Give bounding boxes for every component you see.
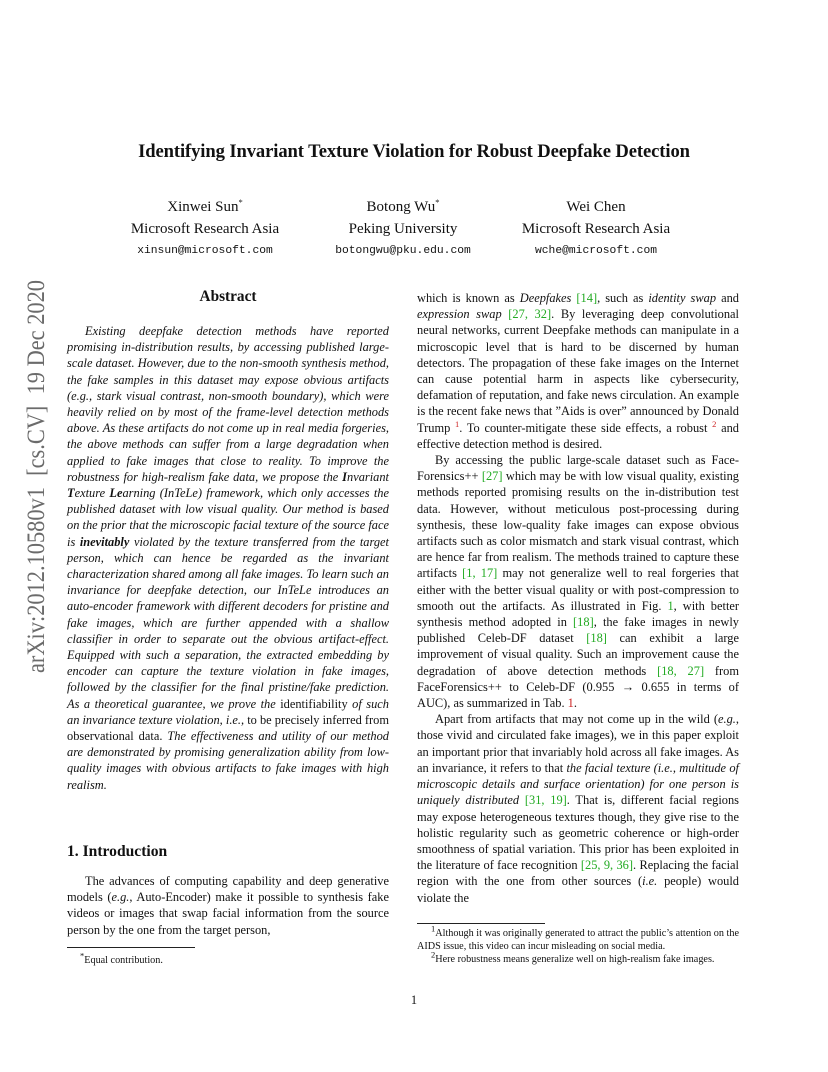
author-name: Xinwei Sun [167,199,239,215]
footnote-1: $^1$Although it was originally generated to attract the public’s attention on the AIDS issue, this video can incur misleading on social media. [417,923,739,952]
intro-paragraph: The advances of computing capability and deep generative models (e.g., Auto-Encoder) make it possible to synthesis fake videos or images that swap facial information from the source person by the one from the target person, [67,874,389,937]
author-affiliation: Peking University [348,221,458,237]
intro-paragraph: By accessing the public large-scale dataset such as Face-Forensics++ [27] which may be with low visual quality, existing methods reported promising results on the in-distribution test data. However, without meticulous post-processing during synthesis, these low-quality fake images can expose obvious artifacts such as color mismatch and stark visual contrast, which are hence far from realism. The methods trained to capture these artifacts [1, 17] may not generalize well to real forgeries that either with the better visual quality or with post-compression to smooth out the artifacts. As illustrated in Fig. 1, with better synthesis method adopted in [18], the fake images in newly published Celeb-DF dataset [18] can exhibit a large improvement of visual quality. Such an improvement cause the degradation of above detection methods [18, 27] from FaceForensics++ to Celeb-DF (0.955 → 0.655 in terms of AUC), as summarized in Tab. 1. [417,453,740,711]
intro-paragraph: which is known as Deepfakes [14], such as identity swap and expression swap [27, 32]. By leveraging deep convolutional neural networks, current Deepfake methods can manipulate in a microscopic level that is hard to be discerned by human detectors. The propagation of these fake images on the Internet can cause potential harm in aspects like cybersecurity, defamation of reputation, and fake news circulation. An example is the recent fake news that ”Aids is over” announced by Donald Trump $^1$. To counter-mitigate these side effects, a robust $^2$ and effective detection method is desired. [417,291,740,451]
footnote-rule [417,923,545,924]
footnote-link[interactable]: 1 [455,418,460,429]
author-affiliation: Microsoft Research Asia [521,221,671,237]
author-affiliation: Microsoft Research Asia [130,221,280,237]
footnote-2: $^2$Here robustness means generalize well on high-realism fake images. [431,949,715,965]
author-block [303,196,503,262]
right-column-text [417,290,739,906]
author-email: xinsun@microsoft.com [137,245,273,257]
footnote-equal-contribution: *Equal contribution. [80,950,163,966]
citation-link[interactable]: [14] [576,291,598,305]
citation-link[interactable]: [18] [586,631,607,646]
page-number: 1 [410,993,418,1007]
arxiv-identifier-text: arXiv:2012.10580v1 [cs.CV] 19 Dec 2020 [23,234,50,673]
author-block [496,196,696,262]
author-email: botongwu@pku.edu.com [335,245,471,257]
citation-link[interactable]: [25, 9, 36] [580,858,634,873]
equal-contribution-mark: * [238,197,243,207]
citation-link[interactable]: [27, 32] [508,307,552,322]
citation-link[interactable]: [1, 17] [462,566,498,581]
citation-link[interactable]: [18, 27] [657,663,705,678]
author-name: Botong Wu [366,199,436,215]
author-name: Wei Chen [566,199,626,215]
citation-link[interactable]: [31, 19] [524,793,567,808]
paper-title: Identifying Invariant Texture Violation for Robust Deepfake Detection [138,141,690,162]
author-email: wche@microsoft.com [534,245,658,257]
footnotes [417,923,739,966]
section-heading-introduction: 1. Introduction [67,843,168,860]
author-block [105,196,305,262]
abstract-body: Existing deepfake detection methods have reported promising in-distribution results, by accessing published large-scale dataset. However, due to the non-smooth synthesis method, the fake samples in this dataset may expose obvious artifacts (e.g., stark visual contrast, non-smooth boundary), which were heavily relied on by most of the frame-level detection methods above. As these artifacts do not come up in real media forgeries, the above methods can suffer from a large degradation when applied to fake images that close to reality. To improve the robustness for high-realism fake data, we propose the Invariant Texture Learning (InTeLe) framework, which only accesses the published dataset with low visual quality. Our method is based on the prior that the microscopic facial texture of the source face is inevitably violated by the texture transferred from the target person, which can hence be regarded as the invariant characterization shared among all fake images. To learn such an invariance for deepfake detection, our InTeLe introduces an auto-encoder framework with different decoders for pristine and fake images, which are further appended with a shallow classifier in order to separate out the obvious artifact-effect. Equipped with such a separation, the extracted embedding by encoder can capture the texture violation in fake images, followed by the classifier for the final pristine/fake prediction. As a theoretical guarantee, we prove the identifiability of such an invariance texture violation, i.e., to be precisely inferred from observational data. The effectiveness and utility of our method are demonstrated by promising generalization ability from low-quality images with obvious artifacts to fake images with high realism. [67,324,389,792]
figure-link[interactable]: 1 [667,598,674,613]
table-link[interactable]: 1 [567,696,574,711]
footnote-rule [67,947,195,948]
arxiv-identifier-stamp [22,234,52,675]
equal-contribution-mark: * [435,197,440,207]
footnote-link[interactable]: 2 [712,418,717,429]
abstract-heading: Abstract [199,288,257,305]
citation-link[interactable]: [27] [481,469,503,484]
citation-link[interactable]: [18] [573,615,594,630]
intro-paragraph: Apart from artifacts that may not come up in the wild (e.g., those vivid and circulated fake images), we in this paper exploit an important prior that invariably hold across all fake images. As an invariance, it refers to that the facial texture (i.e., multitude of microscopic details and surface orientation) for one person is uniquely distributed [31, 19]. That is, different facial regions may expose heterogeneous textures though, they give rise to the holistic regularity such as geometric coherence or high-order smoothness of spatial variation. This prior has been exploited in the literature of face recognition [25, 9, 36]. Replacing the facial region with the one from other sources (i.e. people) would violate the [417,712,740,905]
